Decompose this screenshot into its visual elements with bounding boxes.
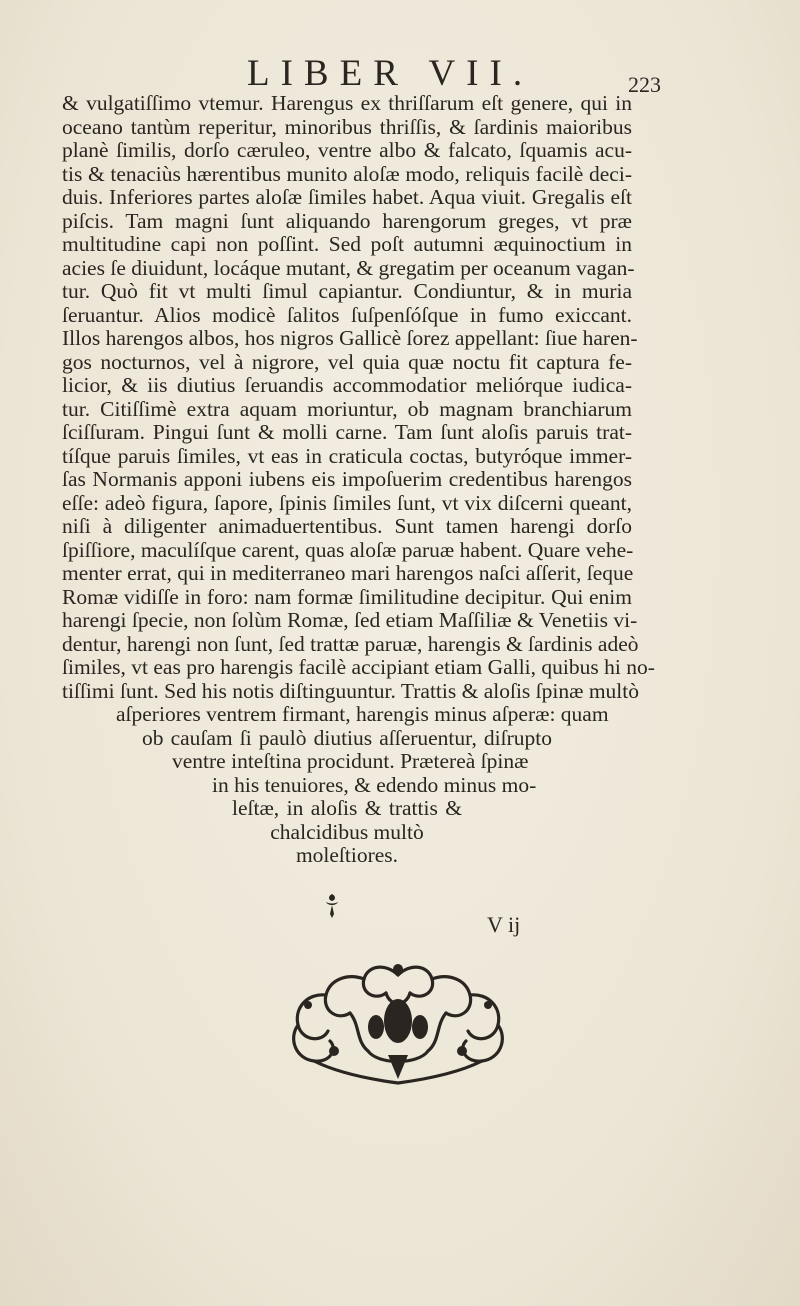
text-line: niſi à diligenter animaduertentibus. Sunt tamen harengi dorſo <box>62 514 632 538</box>
text-line: dentur, harengi non ſunt, ſed trattæ paruæ, harengis & ſardinis adeò <box>62 631 639 656</box>
text-line: moleſtiores. <box>295 843 399 867</box>
text-line: in his tenuiores, & edendo minus mo- <box>212 772 537 797</box>
text-line: ob cauſam ſi paulò diutius aſſeruentur, diſrupto <box>142 725 552 750</box>
text-line: ſas Normanis apponi iubens eis impoſuerim credentibus harengos <box>62 467 632 491</box>
text-line: Illos harengos albos, hos nigros Gallicè ſorez appellant: ſiue haren- <box>62 326 638 350</box>
text-line: gos nocturnos, vel à nigrore, vel quia quæ noctu fit captura fe- <box>62 349 632 374</box>
text-line: ſpiſſiore, maculíſque carent, quas aloſæ paruæ habent. Quare vehe- <box>62 537 634 562</box>
text-line: leſtæ, in aloſis & trattis & <box>232 796 462 820</box>
text-line: acies ſe diuidunt, locáque mutant, & gregatim per oceanum vagan- <box>62 255 635 280</box>
text-line: duis. Inferiores partes aloſæ ſimiles habet. Aqua viuit. Gregalis eſt <box>62 185 632 209</box>
text-line: planè ſimilis, dorſo cæruleo, ventre albo & falcato, ſquamis acu- <box>62 138 632 162</box>
text-line: Romæ vidiſſe in foro: nam formæ ſimilitudine decipitur. Qui enim <box>62 584 632 609</box>
text-line: ſimiles, vt eas pro harengis facilè accipiant etiam Galli, quibus hi no- <box>62 655 655 679</box>
text-line: licior, & iis diutius ſeruandis accommodatior meliórque iudica- <box>62 373 632 397</box>
text-line: tur. Quò fit vt multi ſimul capiantur. Condiuntur, & in muria <box>62 279 632 303</box>
text-line: piſcis. Tam magni ſunt aliquando harengorum greges, vt præ <box>62 208 632 233</box>
text-line: oceano tantùm reperitur, minoribus thriſſis, & ſardinis maioribus <box>62 114 632 139</box>
catchword: V ij <box>487 912 521 937</box>
text-line: ſciſſuram. Pingui ſunt & molli carne. Tam ſunt aloſis paruis trat- <box>62 420 632 444</box>
text-line: tiſſimi ſunt. Sed his notis diſtinguuntur. Trattis & aloſis ſpinæ multò <box>62 678 639 703</box>
text-line: menter errat, qui in mediterraneo mari harengos naſci aſſerit, ſeque <box>62 561 634 585</box>
text-line: tíſque paruis ſimiles, vt eas in craticula coctas, butyróque immer- <box>62 443 632 468</box>
text-line: chalcidibus multò <box>270 819 424 844</box>
page-number: 223 <box>628 72 661 97</box>
text-line: ventre inteſtina procidunt. Prætereà ſpinæ <box>172 749 529 773</box>
body-text <box>62 91 655 868</box>
text-line: tur. Citiſſimè extra aquam moriuntur, ob magnam branchiarum <box>62 396 632 421</box>
text-line: harengi ſpecie, non ſolùm Romæ, ſed etiam Maſſiliæ & Venetiis vi- <box>62 608 638 632</box>
tailpiece-fleuron-icon <box>268 955 528 1095</box>
text-line: & vulgatiſſimo vtemur. Harengus ex thriſſarum eſt genere, qui in <box>62 91 632 115</box>
page-header <box>0 52 800 97</box>
running-title: LIBER VII. <box>247 53 534 94</box>
text-line: eſſe: adeò figura, ſapore, ſpinis ſimiles ſunt, vt vix diſcerni queant, <box>62 490 632 515</box>
text-line: multitudine capi non poſſint. Sed poſt autumni æquinoctium in <box>62 232 632 256</box>
text-line: aſperiores ventrem firmant, harengis minus aſperæ: quam <box>116 702 609 726</box>
text-line: tis & tenaciùs hærentibus munito aloſæ modo, reliquis facilè deci- <box>62 161 632 186</box>
text-line: ſeruantur. Alios modicè ſalitos ſuſpenſóſque in fumo exiccant. <box>62 302 632 327</box>
small-fleuron-icon <box>322 892 342 920</box>
